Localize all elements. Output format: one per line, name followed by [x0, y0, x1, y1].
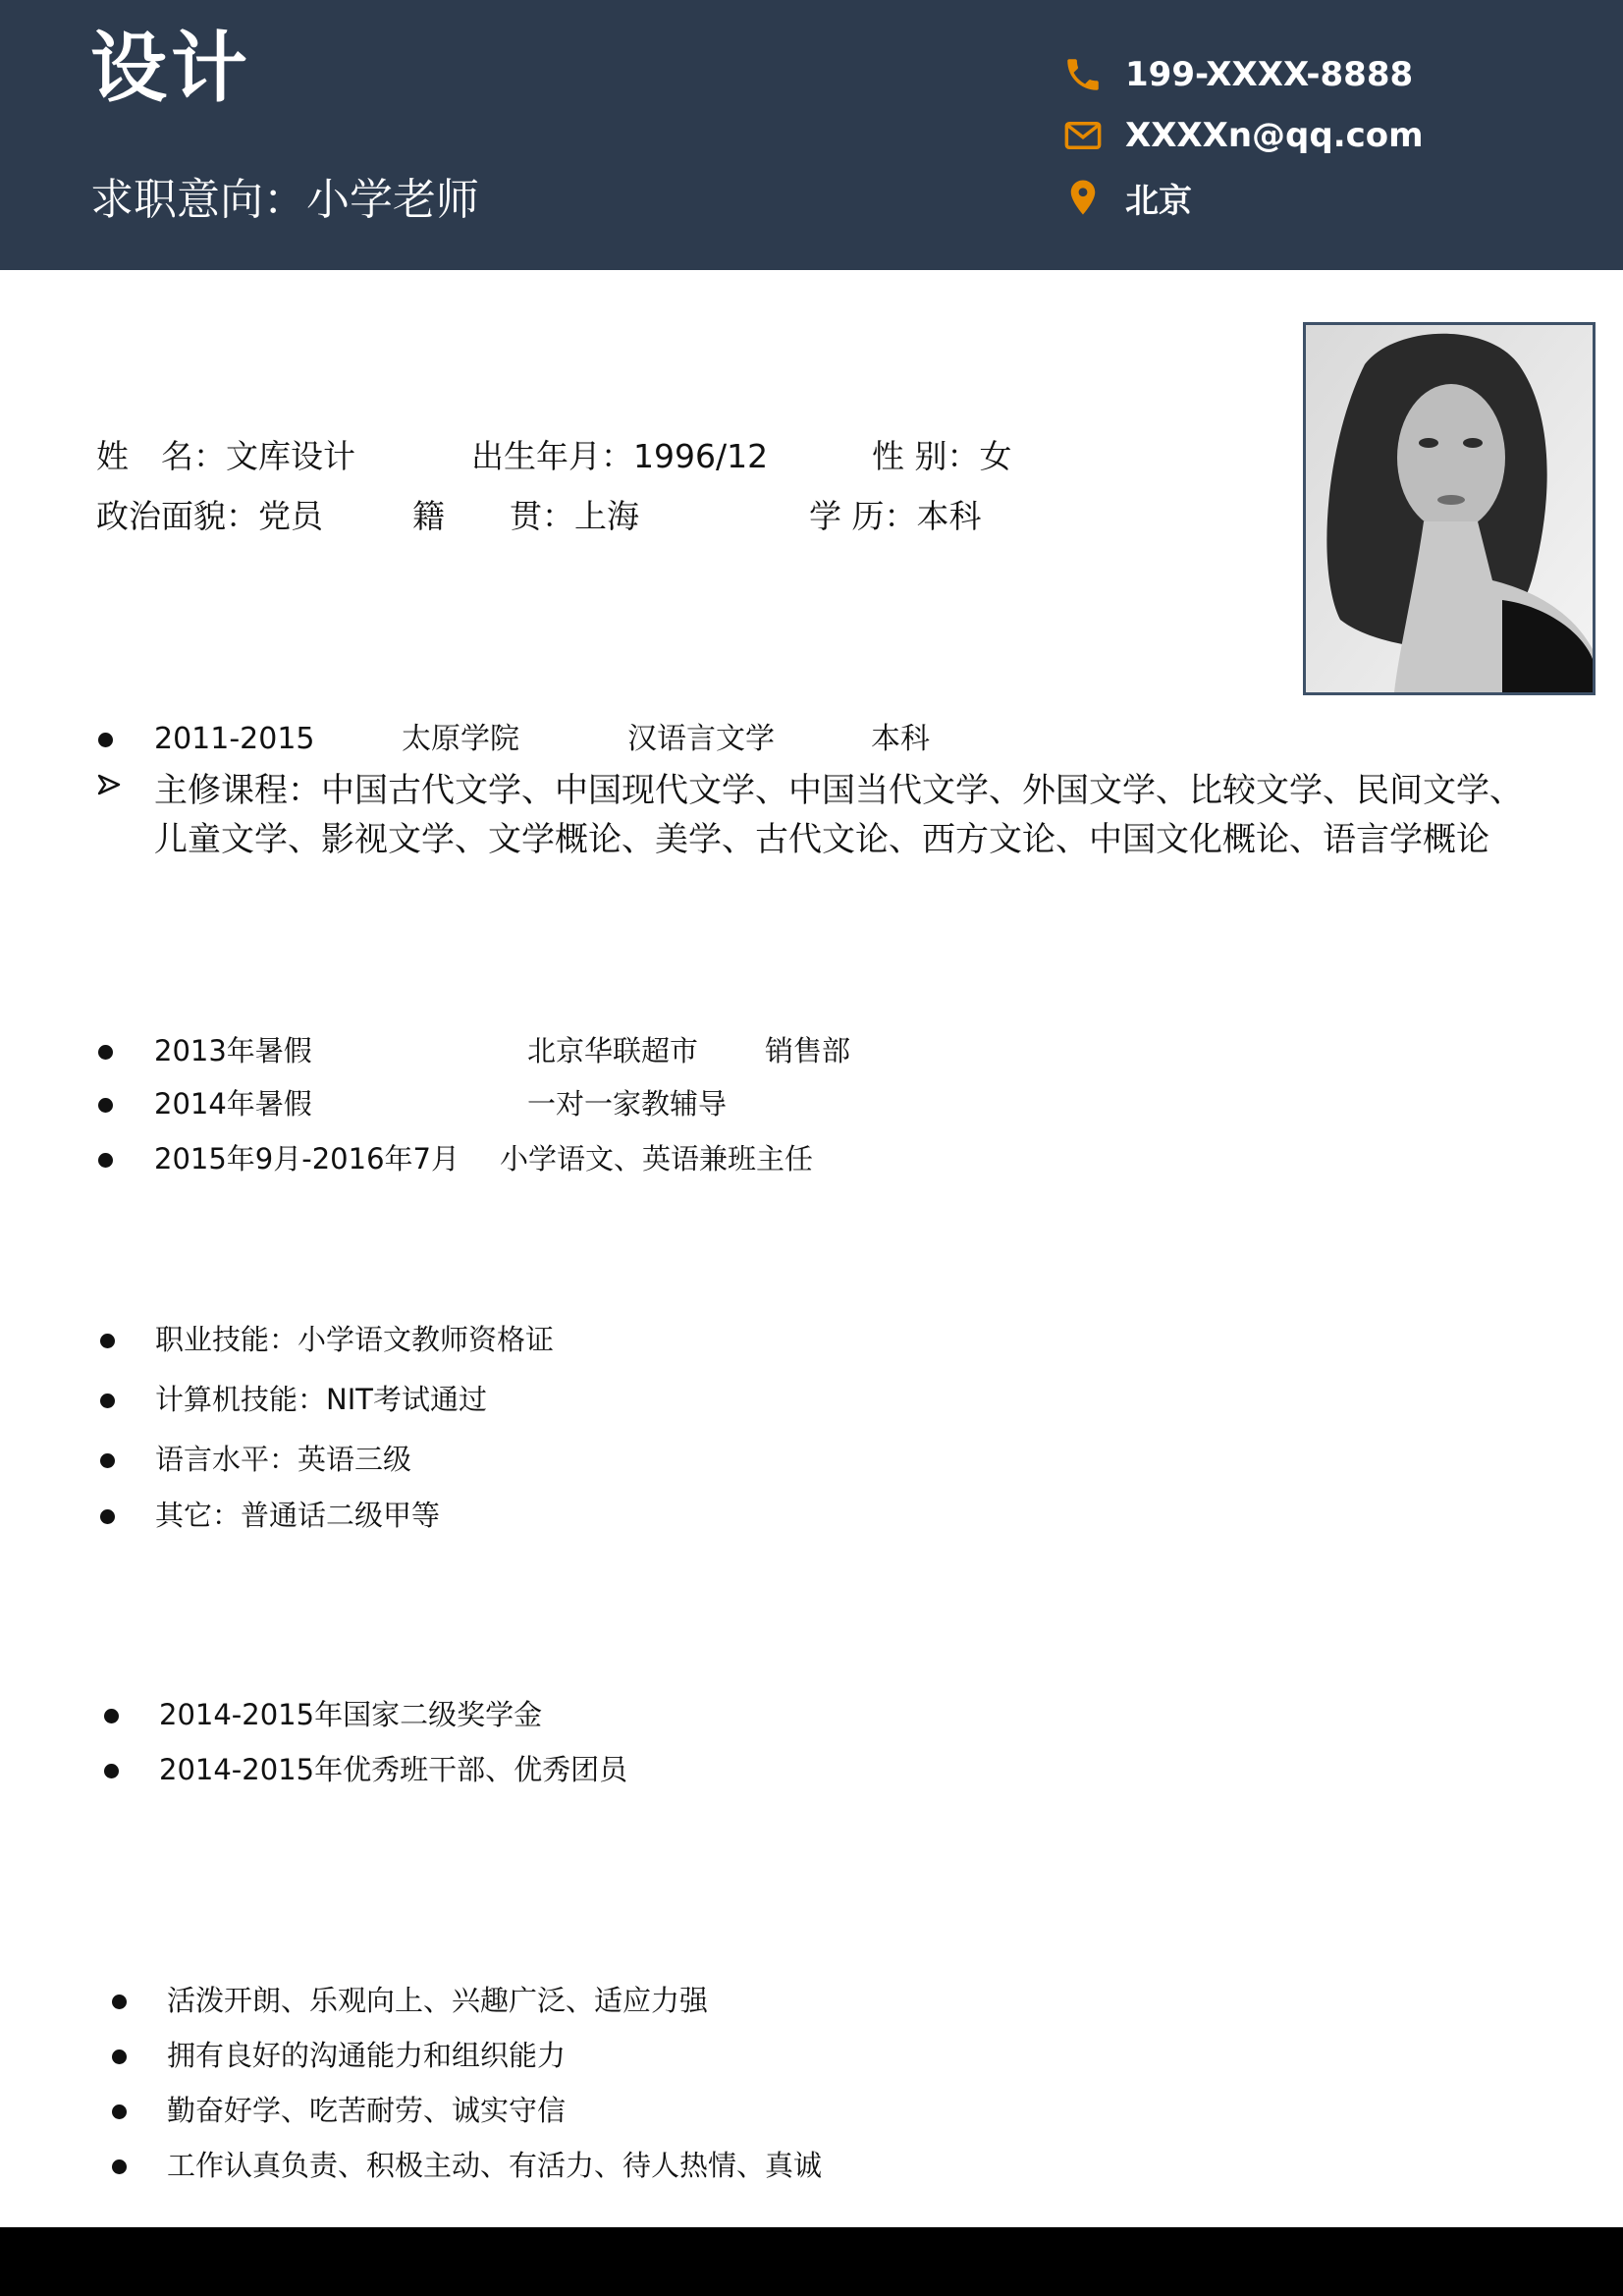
- skill-item: 计算机技能：NIT考试通过: [155, 1383, 487, 1416]
- bullet-icon: [98, 733, 113, 747]
- bullet-icon: [112, 2050, 127, 2064]
- map-pin-icon: [1062, 177, 1104, 218]
- location-text: 北京: [1125, 181, 1192, 221]
- bullet-icon: [112, 1995, 127, 2009]
- education-courses: [154, 766, 1523, 864]
- envelope-icon: [1062, 115, 1104, 156]
- info-gender: 性 别：女: [872, 437, 1012, 475]
- phone-icon: [1062, 54, 1104, 95]
- experience-detail: 一对一家教辅导: [527, 1087, 728, 1121]
- header-bar: [0, 0, 1623, 270]
- experience-item: [154, 1142, 940, 1181]
- education-school: 太原学院: [402, 722, 519, 756]
- arrow-bullet-icon: [96, 772, 122, 804]
- evaluation-item: 活泼开朗、乐观向上、兴趣广泛、适应力强: [167, 1984, 709, 2017]
- bullet-icon: [100, 1453, 115, 1468]
- experience-period: 2015年9月-2016年7月: [154, 1142, 460, 1175]
- courses-line-2: 儿童文学、影视文学、文学概论、美学、古代文论、西方文论、中国文化概论、语言学概论: [154, 820, 1489, 859]
- contact-email: [1062, 110, 1424, 161]
- bullet-icon: [104, 1764, 119, 1778]
- info-birth: 出生年月：1996/12: [471, 437, 769, 475]
- experience-detail: 小学语文、英语兼班主任: [500, 1142, 814, 1175]
- education-item: [154, 722, 1038, 761]
- experience-period: 2014年暑假: [154, 1087, 312, 1121]
- skill-item: 职业技能：小学语文教师资格证: [155, 1323, 555, 1356]
- phone-number: 199-XXXX-8888: [1125, 55, 1414, 94]
- info-degree: 学 历：本科: [809, 497, 982, 535]
- candidate-name: 设计: [90, 25, 252, 113]
- contact-location: [1062, 172, 1192, 223]
- info-politics: 政治面貌：党员: [96, 497, 323, 535]
- award-item: 2014-2015年优秀班干部、优秀团员: [159, 1753, 628, 1786]
- experience-detail: 北京华联超市: [527, 1034, 699, 1067]
- bullet-icon: [98, 1045, 113, 1060]
- evaluation-item: 拥有良好的沟通能力和组织能力: [167, 2039, 567, 2072]
- experience-period: 2013年暑假: [154, 1034, 312, 1067]
- experience-item: [154, 1087, 940, 1126]
- email-address: XXXXn@qq.com: [1125, 116, 1424, 155]
- bullet-icon: [100, 1509, 115, 1524]
- bullet-icon: [112, 2159, 127, 2174]
- skill-item: 其它：普通话二级甲等: [155, 1499, 441, 1532]
- bullet-icon: [104, 1709, 119, 1723]
- bullet-icon: [100, 1394, 115, 1408]
- education-level: 本科: [871, 722, 930, 756]
- evaluation-item: 勤奋好学、吃苦耐劳、诚实守信: [167, 2094, 567, 2127]
- info-name: 姓 名：文库设计: [96, 437, 355, 475]
- education-period: 2011-2015: [154, 722, 315, 756]
- education-major: 汉语言文学: [627, 722, 775, 756]
- bullet-icon: [98, 1153, 113, 1168]
- bullet-icon: [112, 2105, 127, 2119]
- skill-item: 语言水平：英语三级: [155, 1443, 412, 1476]
- courses-line-1: 主修课程：中国古代文学、中国现代文学、中国当代文学、外国文学、比较文学、民间文学、: [154, 771, 1523, 810]
- footer-bar: [0, 2227, 1623, 2296]
- award-item: 2014-2015年国家二级奖学金: [159, 1698, 543, 1731]
- experience-item: [154, 1034, 940, 1073]
- evaluation-item: 工作认真负责、积极主动、有活力、待人热情、真诚: [167, 2149, 823, 2182]
- contact-phone: [1062, 49, 1413, 100]
- info-origin: 籍 贯：上海: [412, 497, 639, 535]
- job-intent: 求职意向：小学老师: [90, 175, 479, 225]
- bullet-icon: [100, 1334, 115, 1348]
- experience-extra: 销售部: [765, 1034, 851, 1067]
- bullet-icon: [98, 1098, 113, 1113]
- profile-photo: [1303, 322, 1596, 695]
